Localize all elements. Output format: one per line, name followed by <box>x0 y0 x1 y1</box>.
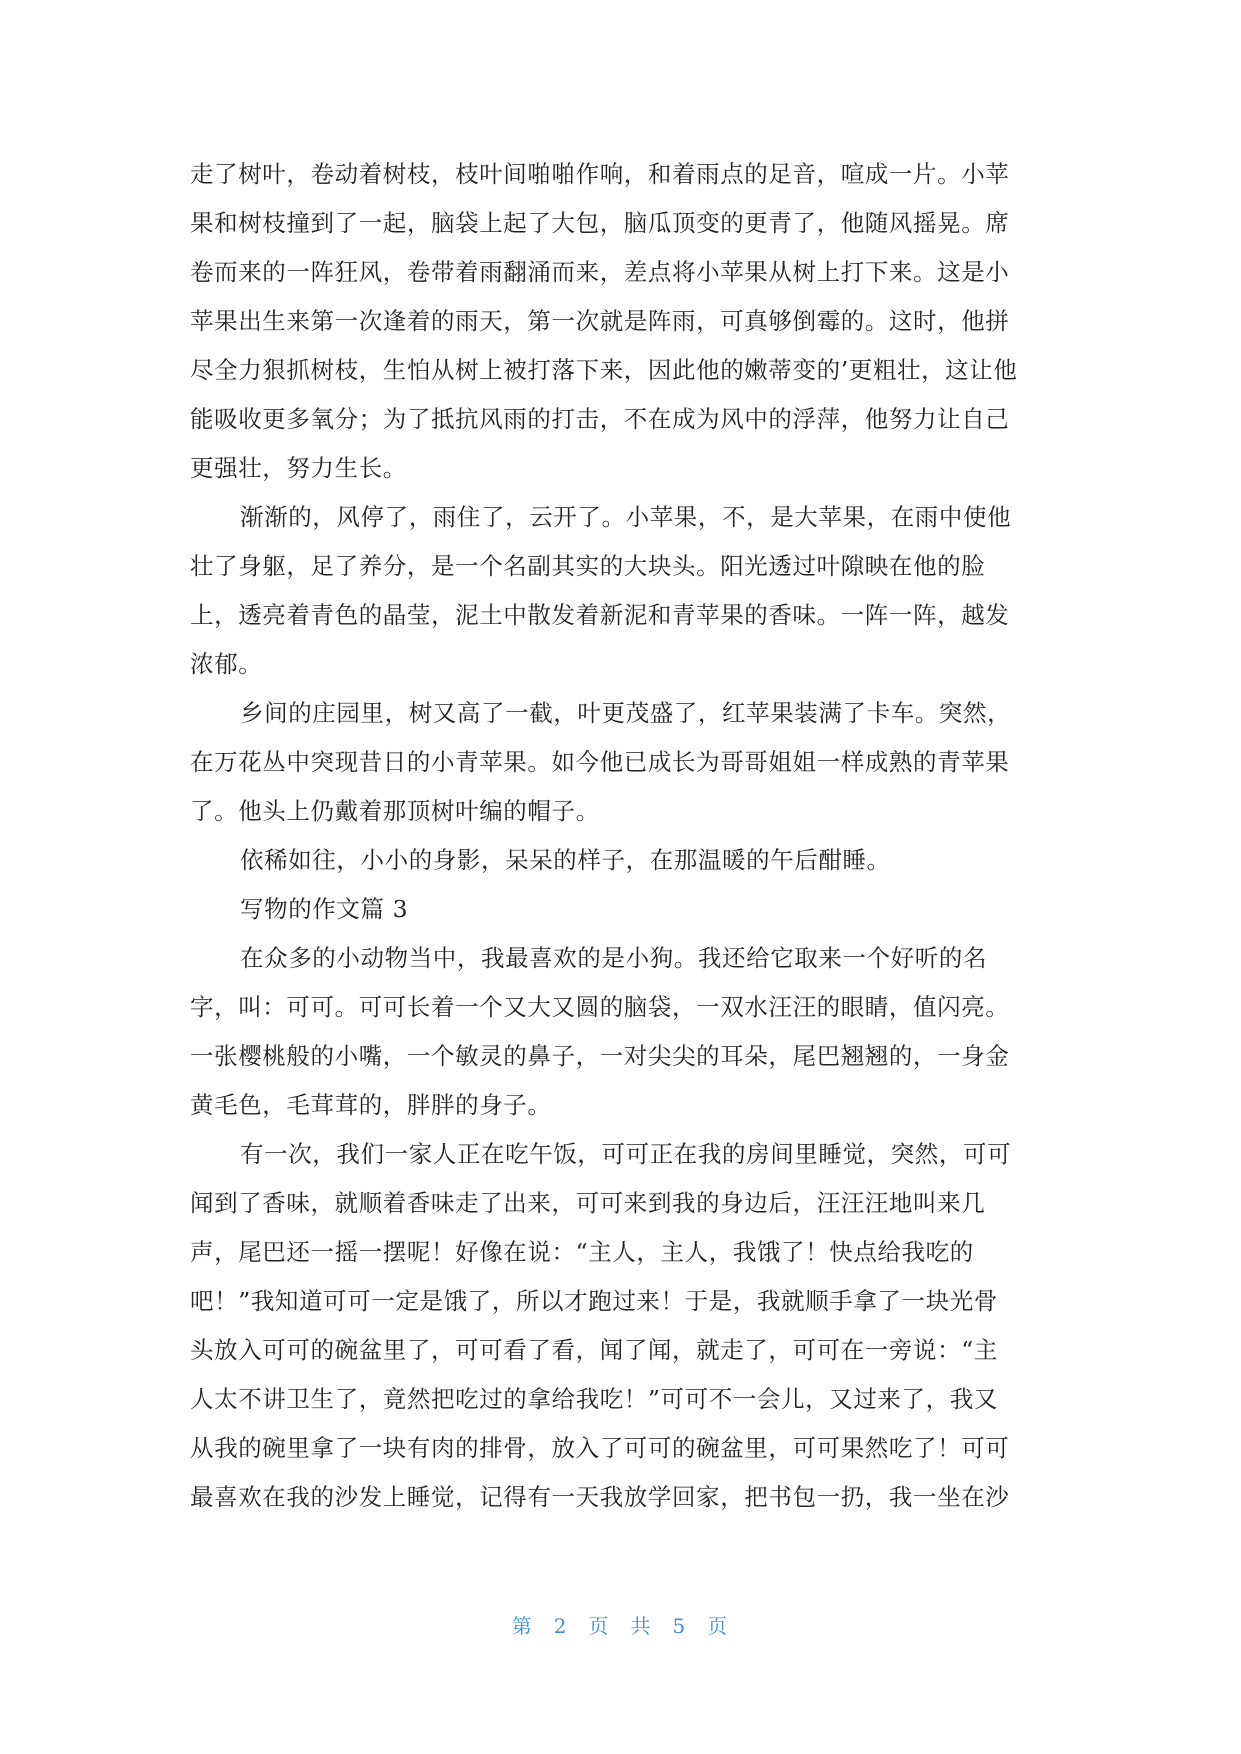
page-footer <box>0 1610 1241 1639</box>
text-line: 一张樱桃般的小嘴，一个敏灵的鼻子，一对尖尖的耳朵，尾巴翘翘的，一身金 <box>190 1042 1010 1070</box>
footer-di: 第 <box>511 1614 534 1638</box>
text-line: 了。他头上仍戴着那顶树叶编的帽子。 <box>190 797 600 825</box>
text-line: 更强壮，努力生长。 <box>190 454 407 482</box>
footer-ye2: 页 <box>707 1614 730 1638</box>
text-line: 依稀如往，小小的身影，呆呆的样子，在那温暖的午后酣睡。 <box>240 846 891 874</box>
text-line: 浓郁。 <box>190 650 263 678</box>
paragraph <box>190 150 1058 493</box>
text-line: 能吸收更多氧分；为了抵抗风雨的打击，不在成为风中的浮萍，他努力让自己 <box>190 405 1010 433</box>
text-line: 声，尾巴还一摇一摆呢！好像在说：“主人，主人，我饿了！快点给我吃的 <box>190 1238 974 1266</box>
heading-line: 写物的作文篇 3 <box>240 895 409 923</box>
document-body <box>190 150 1058 1522</box>
text-line: 壮了身躯，足了养分，是一个名副其实的大块头。阳光透过叶隙映在他的脸 <box>190 552 986 580</box>
text-line: 上，透亮着青色的晶莹，泥土中散发着新泥和青苹果的香味。一阵一阵，越发 <box>190 601 1010 629</box>
page-number: 2 <box>553 1614 569 1638</box>
paragraph <box>190 836 1058 885</box>
text-line: 闻到了香味，就顺着香味走了出来，可可来到我的身边后，汪汪汪地叫来几 <box>190 1189 986 1217</box>
text-line: 果和树枝撞到了一起，脑袋上起了大包，脑瓜顶变的更青了，他随风摇晃。席 <box>190 209 1010 237</box>
footer-gong: 共 <box>630 1614 653 1638</box>
text-line: 在众多的小动物当中，我最喜欢的是小狗。我还给它取来一个好听的名 <box>240 944 988 972</box>
paragraph <box>190 493 1058 689</box>
page-total: 5 <box>672 1614 688 1638</box>
footer-ye: 页 <box>588 1614 611 1638</box>
text-line: 尽全力狠抓树枝，生怕从树上被打落下来，因此他的嫩蒂变的’更粗壮，这让他 <box>190 356 1018 384</box>
text-line: 在万花丛中突现昔日的小青苹果。如今他已成长为哥哥姐姐一样成熟的青苹果 <box>190 748 1010 776</box>
paragraph <box>190 1130 1058 1522</box>
text-line: 头放入可可的碗盆里了，可可看了看，闻了闻，就走了，可可在一旁说：“主 <box>190 1336 998 1364</box>
text-line: 苹果出生来第一次逢着的雨天，第一次就是阵雨，可真够倒霉的。这时，他拼 <box>190 307 1010 335</box>
text-line: 渐渐的，风停了，雨住了，云开了。小苹果，不，是大苹果，在雨中使他 <box>240 503 1012 531</box>
text-line: 字，叫：可可。可可长着一个又大又圆的脑袋，一双水汪汪的眼睛，值闪亮。 <box>190 993 1010 1021</box>
paragraph <box>190 689 1058 836</box>
text-line: 乡间的庄园里，树又高了一截，叶更茂盛了，红苹果装满了卡车。突然， <box>240 699 1012 727</box>
section-heading <box>190 885 1058 934</box>
text-line: 吧！”我知道可可一定是饿了，所以才跑过来！于是，我就顺手拿了一块光骨 <box>190 1287 998 1315</box>
text-line: 人太不讲卫生了，竟然把吃过的拿给我吃！”可可不一会儿，又过来了，我又 <box>190 1385 998 1413</box>
text-line: 有一次，我们一家人正在吃午饭，可可正在我的房间里睡觉，突然，可可 <box>240 1140 1012 1168</box>
text-line: 黄毛色，毛茸茸的，胖胖的身子。 <box>190 1091 552 1119</box>
paragraph <box>190 934 1058 1130</box>
text-line: 卷而来的一阵狂风，卷带着雨翻涌而来，差点将小苹果从树上打下来。这是小 <box>190 258 1010 286</box>
text-line: 最喜欢在我的沙发上睡觉，记得有一天我放学回家，把书包一扔，我一坐在沙 <box>190 1483 1010 1511</box>
text-line: 走了树叶，卷动着树枝，枝叶间啪啪作响，和着雨点的足音，喧成一片。小苹 <box>190 160 1010 188</box>
text-line: 从我的碗里拿了一块有肉的排骨，放入了可可的碗盆里，可可果然吃了！可可 <box>190 1434 1010 1462</box>
